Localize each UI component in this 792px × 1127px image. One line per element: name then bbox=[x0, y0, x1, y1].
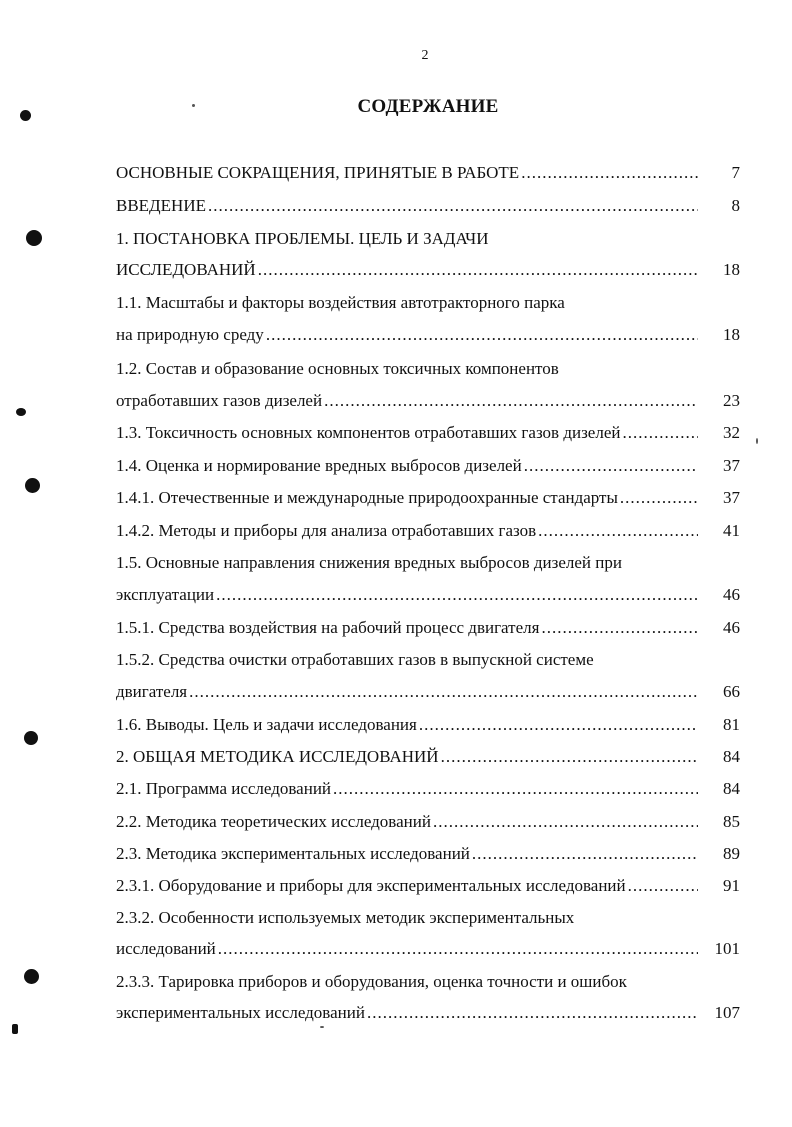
leader-dots bbox=[622, 421, 698, 445]
leader-dots bbox=[367, 1001, 698, 1025]
toc-entry-text: ВВЕДЕНИЕ bbox=[116, 196, 206, 215]
scan-mark bbox=[16, 408, 26, 416]
toc-entry bbox=[116, 161, 740, 185]
toc-entry-page: 101 bbox=[714, 939, 740, 958]
leader-dots bbox=[538, 519, 698, 543]
toc-entry-text: 2.3.1. Оборудование и приборы для экспериментальных исследований bbox=[116, 876, 626, 895]
toc-entry-text: 1.5.2. Средства очистки отработавших газов в выпускной системе bbox=[116, 650, 594, 669]
toc-entry-text: 1.5.1. Средства воздействия на рабочий процесс двигателя bbox=[116, 618, 540, 637]
toc-entry-text: 1.4.2. Методы и приборы для анализа отработавших газов bbox=[116, 521, 537, 540]
leader-dots bbox=[524, 454, 698, 478]
toc-entry bbox=[116, 519, 740, 543]
toc-entry bbox=[116, 648, 740, 672]
toc-entry-text: исследований bbox=[116, 939, 216, 958]
toc-entry-text: эксплуатации bbox=[116, 585, 215, 604]
leader-dots bbox=[419, 713, 698, 737]
toc-entry-text: 2. ОБЩАЯ МЕТОДИКА ИССЛЕДОВАНИЙ bbox=[116, 747, 439, 766]
page-title: СОДЕРЖАНИЕ bbox=[357, 96, 499, 117]
toc-entry bbox=[116, 291, 740, 315]
toc-entry-page: 41 bbox=[723, 521, 740, 540]
toc-entry bbox=[116, 421, 740, 445]
toc-entry-page: 18 bbox=[723, 325, 740, 344]
toc-entry bbox=[116, 970, 740, 994]
toc-entry bbox=[116, 258, 740, 282]
leader-dots bbox=[628, 874, 698, 898]
toc-entry bbox=[116, 551, 740, 575]
toc-entry-text: 1.1. Масштабы и факторы воздействия автотракторного парка bbox=[116, 293, 565, 312]
leader-dots bbox=[472, 842, 698, 866]
toc-entry bbox=[116, 810, 740, 834]
leader-dots bbox=[324, 389, 698, 413]
toc-entry-page: 7 bbox=[731, 163, 740, 182]
toc-entry-text: ОСНОВНЫЕ СОКРАЩЕНИЯ, ПРИНЯТЫЕ В РАБОТЕ bbox=[116, 163, 520, 182]
toc-entry bbox=[116, 713, 740, 737]
toc-entry-page: 46 bbox=[723, 618, 740, 637]
toc-entry-text: двигателя bbox=[116, 682, 188, 701]
scan-mark bbox=[20, 110, 31, 121]
toc-entry-text: 2.3.3. Тарировка приборов и оборудования, оценка точности и ошибок bbox=[116, 972, 627, 991]
toc-entry bbox=[116, 616, 740, 640]
toc-entry-page: 84 bbox=[723, 779, 740, 798]
leader-dots bbox=[266, 323, 698, 347]
toc-entry-text: ИССЛЕДОВАНИЙ bbox=[116, 260, 256, 279]
toc-entry-page: 107 bbox=[714, 1003, 740, 1022]
toc-entry-page: 32 bbox=[723, 423, 740, 442]
leader-dots bbox=[620, 486, 698, 510]
binder-hole bbox=[24, 731, 38, 745]
toc-entry-page: 37 bbox=[723, 456, 740, 475]
toc-entry-text: 1.4.1. Отечественные и международные природоохранные стандарты bbox=[116, 488, 618, 507]
toc-entry bbox=[116, 842, 740, 866]
toc-entry-page: 18 bbox=[723, 260, 740, 279]
toc-entry bbox=[116, 906, 740, 930]
toc-entry bbox=[116, 937, 740, 961]
toc-entry bbox=[116, 874, 740, 898]
leader-dots bbox=[333, 777, 698, 801]
toc-entry-page: 85 bbox=[723, 812, 740, 831]
toc-entry bbox=[116, 777, 740, 801]
scan-speck bbox=[192, 104, 195, 107]
toc-entry-text: 1.4. Оценка и нормирование вредных выбросов дизелей bbox=[116, 456, 522, 475]
scan-speck bbox=[320, 1026, 324, 1028]
toc-entry-text: 2.3. Методика экспериментальных исследований bbox=[116, 844, 470, 863]
leader-dots bbox=[541, 616, 698, 640]
leader-dots bbox=[216, 583, 698, 607]
scan-speck bbox=[756, 438, 758, 444]
leader-dots bbox=[521, 161, 698, 185]
toc-entry bbox=[116, 1001, 740, 1025]
toc-entry-text: 1.3. Токсичность основных компонентов отработавших газов дизелей bbox=[116, 423, 621, 442]
leader-dots bbox=[433, 810, 698, 834]
toc-entry-page: 23 bbox=[723, 391, 740, 410]
leader-dots bbox=[218, 937, 698, 961]
leader-dots bbox=[258, 258, 698, 282]
toc-entry-text: 2.1. Программа исследований bbox=[116, 779, 332, 798]
toc-entry bbox=[116, 357, 740, 381]
toc-entry-page: 81 bbox=[723, 715, 740, 734]
toc-entry-page: 8 bbox=[731, 196, 740, 215]
leader-dots bbox=[189, 680, 698, 704]
binder-hole bbox=[26, 230, 42, 246]
toc-entry-page: 89 bbox=[723, 844, 740, 863]
toc-entry bbox=[116, 389, 740, 413]
toc-entry-page: 91 bbox=[723, 876, 740, 895]
toc-entry-text: отработавших газов дизелей bbox=[116, 391, 323, 410]
toc-entry-text: 1. ПОСТАНОВКА ПРОБЛЕМЫ. ЦЕЛЬ И ЗАДАЧИ bbox=[116, 229, 489, 248]
binder-hole bbox=[25, 478, 40, 493]
leader-dots bbox=[208, 194, 698, 218]
toc-entry-text: 1.2. Состав и образование основных токсичных компонентов bbox=[116, 359, 559, 378]
toc-entry-text: 2.2. Методика теоретических исследований bbox=[116, 812, 431, 831]
toc-entry-page: 37 bbox=[723, 488, 740, 507]
toc-entry bbox=[116, 323, 740, 347]
binder-hole bbox=[24, 969, 39, 984]
toc-entry-page: 84 bbox=[723, 747, 740, 766]
toc-entry-text: 1.6. Выводы. Цель и задачи исследования bbox=[116, 715, 417, 734]
toc-entry bbox=[116, 486, 740, 510]
toc-entry bbox=[116, 194, 740, 218]
toc-entry bbox=[116, 680, 740, 704]
toc-entry-text: 2.3.2. Особенности используемых методик экспериментальных bbox=[116, 908, 575, 927]
toc-entry bbox=[116, 454, 740, 478]
scan-mark bbox=[12, 1024, 18, 1034]
toc-entry-page: 66 bbox=[723, 682, 740, 701]
toc-entry bbox=[116, 227, 740, 251]
toc-entry-text: экспериментальных исследований bbox=[116, 1003, 365, 1022]
page-number: 2 bbox=[421, 48, 429, 63]
toc-entry-text: на природную среду bbox=[116, 325, 264, 344]
toc-entry-page: 46 bbox=[723, 585, 740, 604]
toc-entry-text: 1.5. Основные направления снижения вредных выбросов дизелей при bbox=[116, 553, 622, 572]
toc-entry bbox=[116, 745, 740, 769]
leader-dots bbox=[441, 745, 698, 769]
toc-entry bbox=[116, 583, 740, 607]
